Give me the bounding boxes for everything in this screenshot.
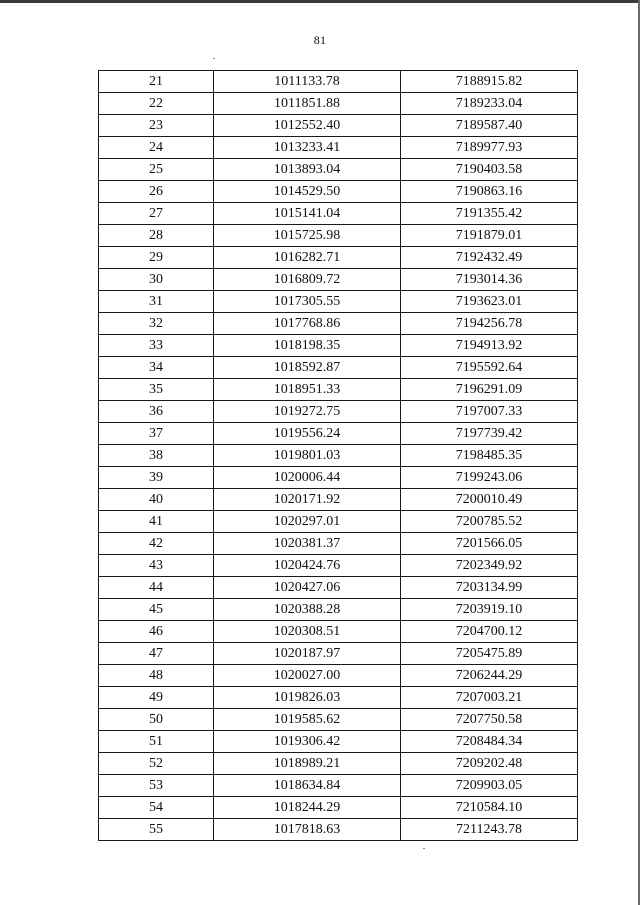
point-number-cell: 48 [99, 665, 214, 687]
scan-speck [423, 848, 425, 849]
table-row [99, 489, 578, 511]
x-coordinate-cell: 1020308.51 [214, 621, 401, 643]
x-coordinate-cell: 1013893.04 [214, 159, 401, 181]
x-coordinate-cell: 1013233.41 [214, 137, 401, 159]
table-row [99, 379, 578, 401]
x-coordinate-cell: 1016282.71 [214, 247, 401, 269]
x-coordinate-cell: 1020424.76 [214, 555, 401, 577]
x-coordinate-cell: 1011133.78 [214, 71, 401, 93]
x-coordinate-cell: 1019556.24 [214, 423, 401, 445]
y-coordinate-cell: 7189233.04 [401, 93, 578, 115]
table-row [99, 467, 578, 489]
y-coordinate-cell: 7191879.01 [401, 225, 578, 247]
y-coordinate-cell: 7201566.05 [401, 533, 578, 555]
x-coordinate-cell: 1014529.50 [214, 181, 401, 203]
point-number-cell: 39 [99, 467, 214, 489]
x-coordinate-cell: 1020171.92 [214, 489, 401, 511]
table-row [99, 115, 578, 137]
table-row [99, 93, 578, 115]
table-row [99, 665, 578, 687]
x-coordinate-cell: 1018951.33 [214, 379, 401, 401]
point-number-cell: 23 [99, 115, 214, 137]
x-coordinate-cell: 1011851.88 [214, 93, 401, 115]
table-row [99, 291, 578, 313]
x-coordinate-cell: 1020006.44 [214, 467, 401, 489]
point-number-cell: 45 [99, 599, 214, 621]
x-coordinate-cell: 1015725.98 [214, 225, 401, 247]
y-coordinate-cell: 7197007.33 [401, 401, 578, 423]
x-coordinate-cell: 1019585.62 [214, 709, 401, 731]
point-number-cell: 33 [99, 335, 214, 357]
point-number-cell: 41 [99, 511, 214, 533]
table-row [99, 511, 578, 533]
table-row [99, 731, 578, 753]
point-number-cell: 38 [99, 445, 214, 467]
y-coordinate-cell: 7191355.42 [401, 203, 578, 225]
table-row [99, 555, 578, 577]
y-coordinate-cell: 7194256.78 [401, 313, 578, 335]
point-number-cell: 51 [99, 731, 214, 753]
y-coordinate-cell: 7207003.21 [401, 687, 578, 709]
y-coordinate-cell: 7190863.16 [401, 181, 578, 203]
point-number-cell: 49 [99, 687, 214, 709]
y-coordinate-cell: 7197739.42 [401, 423, 578, 445]
y-coordinate-cell: 7190403.58 [401, 159, 578, 181]
y-coordinate-cell: 7208484.34 [401, 731, 578, 753]
point-number-cell: 50 [99, 709, 214, 731]
point-number-cell: 46 [99, 621, 214, 643]
x-coordinate-cell: 1020388.28 [214, 599, 401, 621]
point-number-cell: 28 [99, 225, 214, 247]
x-coordinate-cell: 1018244.29 [214, 797, 401, 819]
x-coordinate-cell: 1017305.55 [214, 291, 401, 313]
table-row [99, 753, 578, 775]
x-coordinate-cell: 1020027.00 [214, 665, 401, 687]
y-coordinate-cell: 7203134.99 [401, 577, 578, 599]
point-number-cell: 52 [99, 753, 214, 775]
x-coordinate-cell: 1012552.40 [214, 115, 401, 137]
table-row [99, 313, 578, 335]
x-coordinate-cell: 1018592.87 [214, 357, 401, 379]
table-row [99, 533, 578, 555]
table-row [99, 599, 578, 621]
x-coordinate-cell: 1016809.72 [214, 269, 401, 291]
point-number-cell: 37 [99, 423, 214, 445]
page-number: 81 [313, 33, 327, 47]
x-coordinate-cell: 1020427.06 [214, 577, 401, 599]
point-number-cell: 26 [99, 181, 214, 203]
table-row [99, 335, 578, 357]
point-number-cell: 36 [99, 401, 214, 423]
y-coordinate-cell: 7204700.12 [401, 621, 578, 643]
y-coordinate-cell: 7206244.29 [401, 665, 578, 687]
y-coordinate-cell: 7188915.82 [401, 71, 578, 93]
x-coordinate-cell: 1019272.75 [214, 401, 401, 423]
x-coordinate-cell: 1018198.35 [214, 335, 401, 357]
y-coordinate-cell: 7209903.05 [401, 775, 578, 797]
table-row [99, 621, 578, 643]
y-coordinate-cell: 7195592.64 [401, 357, 578, 379]
point-number-cell: 47 [99, 643, 214, 665]
y-coordinate-cell: 7210584.10 [401, 797, 578, 819]
y-coordinate-cell: 7189977.93 [401, 137, 578, 159]
point-number-cell: 34 [99, 357, 214, 379]
x-coordinate-cell: 1020381.37 [214, 533, 401, 555]
x-coordinate-cell: 1018634.84 [214, 775, 401, 797]
point-number-cell: 55 [99, 819, 214, 841]
y-coordinate-cell: 7207750.58 [401, 709, 578, 731]
point-number-cell: 32 [99, 313, 214, 335]
y-coordinate-cell: 7192432.49 [401, 247, 578, 269]
point-number-cell: 25 [99, 159, 214, 181]
point-number-cell: 43 [99, 555, 214, 577]
point-number-cell: 54 [99, 797, 214, 819]
table-row [99, 357, 578, 379]
page-top-edge [0, 0, 640, 3]
table-row [99, 709, 578, 731]
y-coordinate-cell: 7211243.78 [401, 819, 578, 841]
table-row [99, 247, 578, 269]
point-number-cell: 40 [99, 489, 214, 511]
point-number-cell: 29 [99, 247, 214, 269]
point-number-cell: 30 [99, 269, 214, 291]
x-coordinate-cell: 1015141.04 [214, 203, 401, 225]
x-coordinate-cell: 1020187.97 [214, 643, 401, 665]
y-coordinate-cell: 7200010.49 [401, 489, 578, 511]
x-coordinate-cell: 1019801.03 [214, 445, 401, 467]
y-coordinate-cell: 7203919.10 [401, 599, 578, 621]
table-row [99, 819, 578, 841]
table-row [99, 159, 578, 181]
y-coordinate-cell: 7200785.52 [401, 511, 578, 533]
y-coordinate-cell: 7205475.89 [401, 643, 578, 665]
point-number-cell: 21 [99, 71, 214, 93]
coordinates-table-body [99, 71, 578, 841]
table-row [99, 775, 578, 797]
point-number-cell: 53 [99, 775, 214, 797]
table-row [99, 269, 578, 291]
table-row [99, 797, 578, 819]
table-row [99, 71, 578, 93]
table-row [99, 137, 578, 159]
x-coordinate-cell: 1017768.86 [214, 313, 401, 335]
y-coordinate-cell: 7193623.01 [401, 291, 578, 313]
table-row [99, 687, 578, 709]
point-number-cell: 27 [99, 203, 214, 225]
point-number-cell: 35 [99, 379, 214, 401]
y-coordinate-cell: 7194913.92 [401, 335, 578, 357]
table-row [99, 401, 578, 423]
point-number-cell: 22 [99, 93, 214, 115]
x-coordinate-cell: 1020297.01 [214, 511, 401, 533]
point-number-cell: 42 [99, 533, 214, 555]
table-row [99, 203, 578, 225]
table-row [99, 577, 578, 599]
y-coordinate-cell: 7193014.36 [401, 269, 578, 291]
point-number-cell: 31 [99, 291, 214, 313]
table-row [99, 225, 578, 247]
y-coordinate-cell: 7189587.40 [401, 115, 578, 137]
y-coordinate-cell: 7199243.06 [401, 467, 578, 489]
y-coordinate-cell: 7202349.92 [401, 555, 578, 577]
table-row [99, 181, 578, 203]
x-coordinate-cell: 1018989.21 [214, 753, 401, 775]
point-number-cell: 44 [99, 577, 214, 599]
scan-speck [213, 58, 215, 59]
table-row [99, 445, 578, 467]
x-coordinate-cell: 1019306.42 [214, 731, 401, 753]
table-row [99, 423, 578, 445]
table-row [99, 643, 578, 665]
coordinates-table [98, 70, 578, 841]
x-coordinate-cell: 1017818.63 [214, 819, 401, 841]
x-coordinate-cell: 1019826.03 [214, 687, 401, 709]
y-coordinate-cell: 7198485.35 [401, 445, 578, 467]
y-coordinate-cell: 7209202.48 [401, 753, 578, 775]
y-coordinate-cell: 7196291.09 [401, 379, 578, 401]
point-number-cell: 24 [99, 137, 214, 159]
